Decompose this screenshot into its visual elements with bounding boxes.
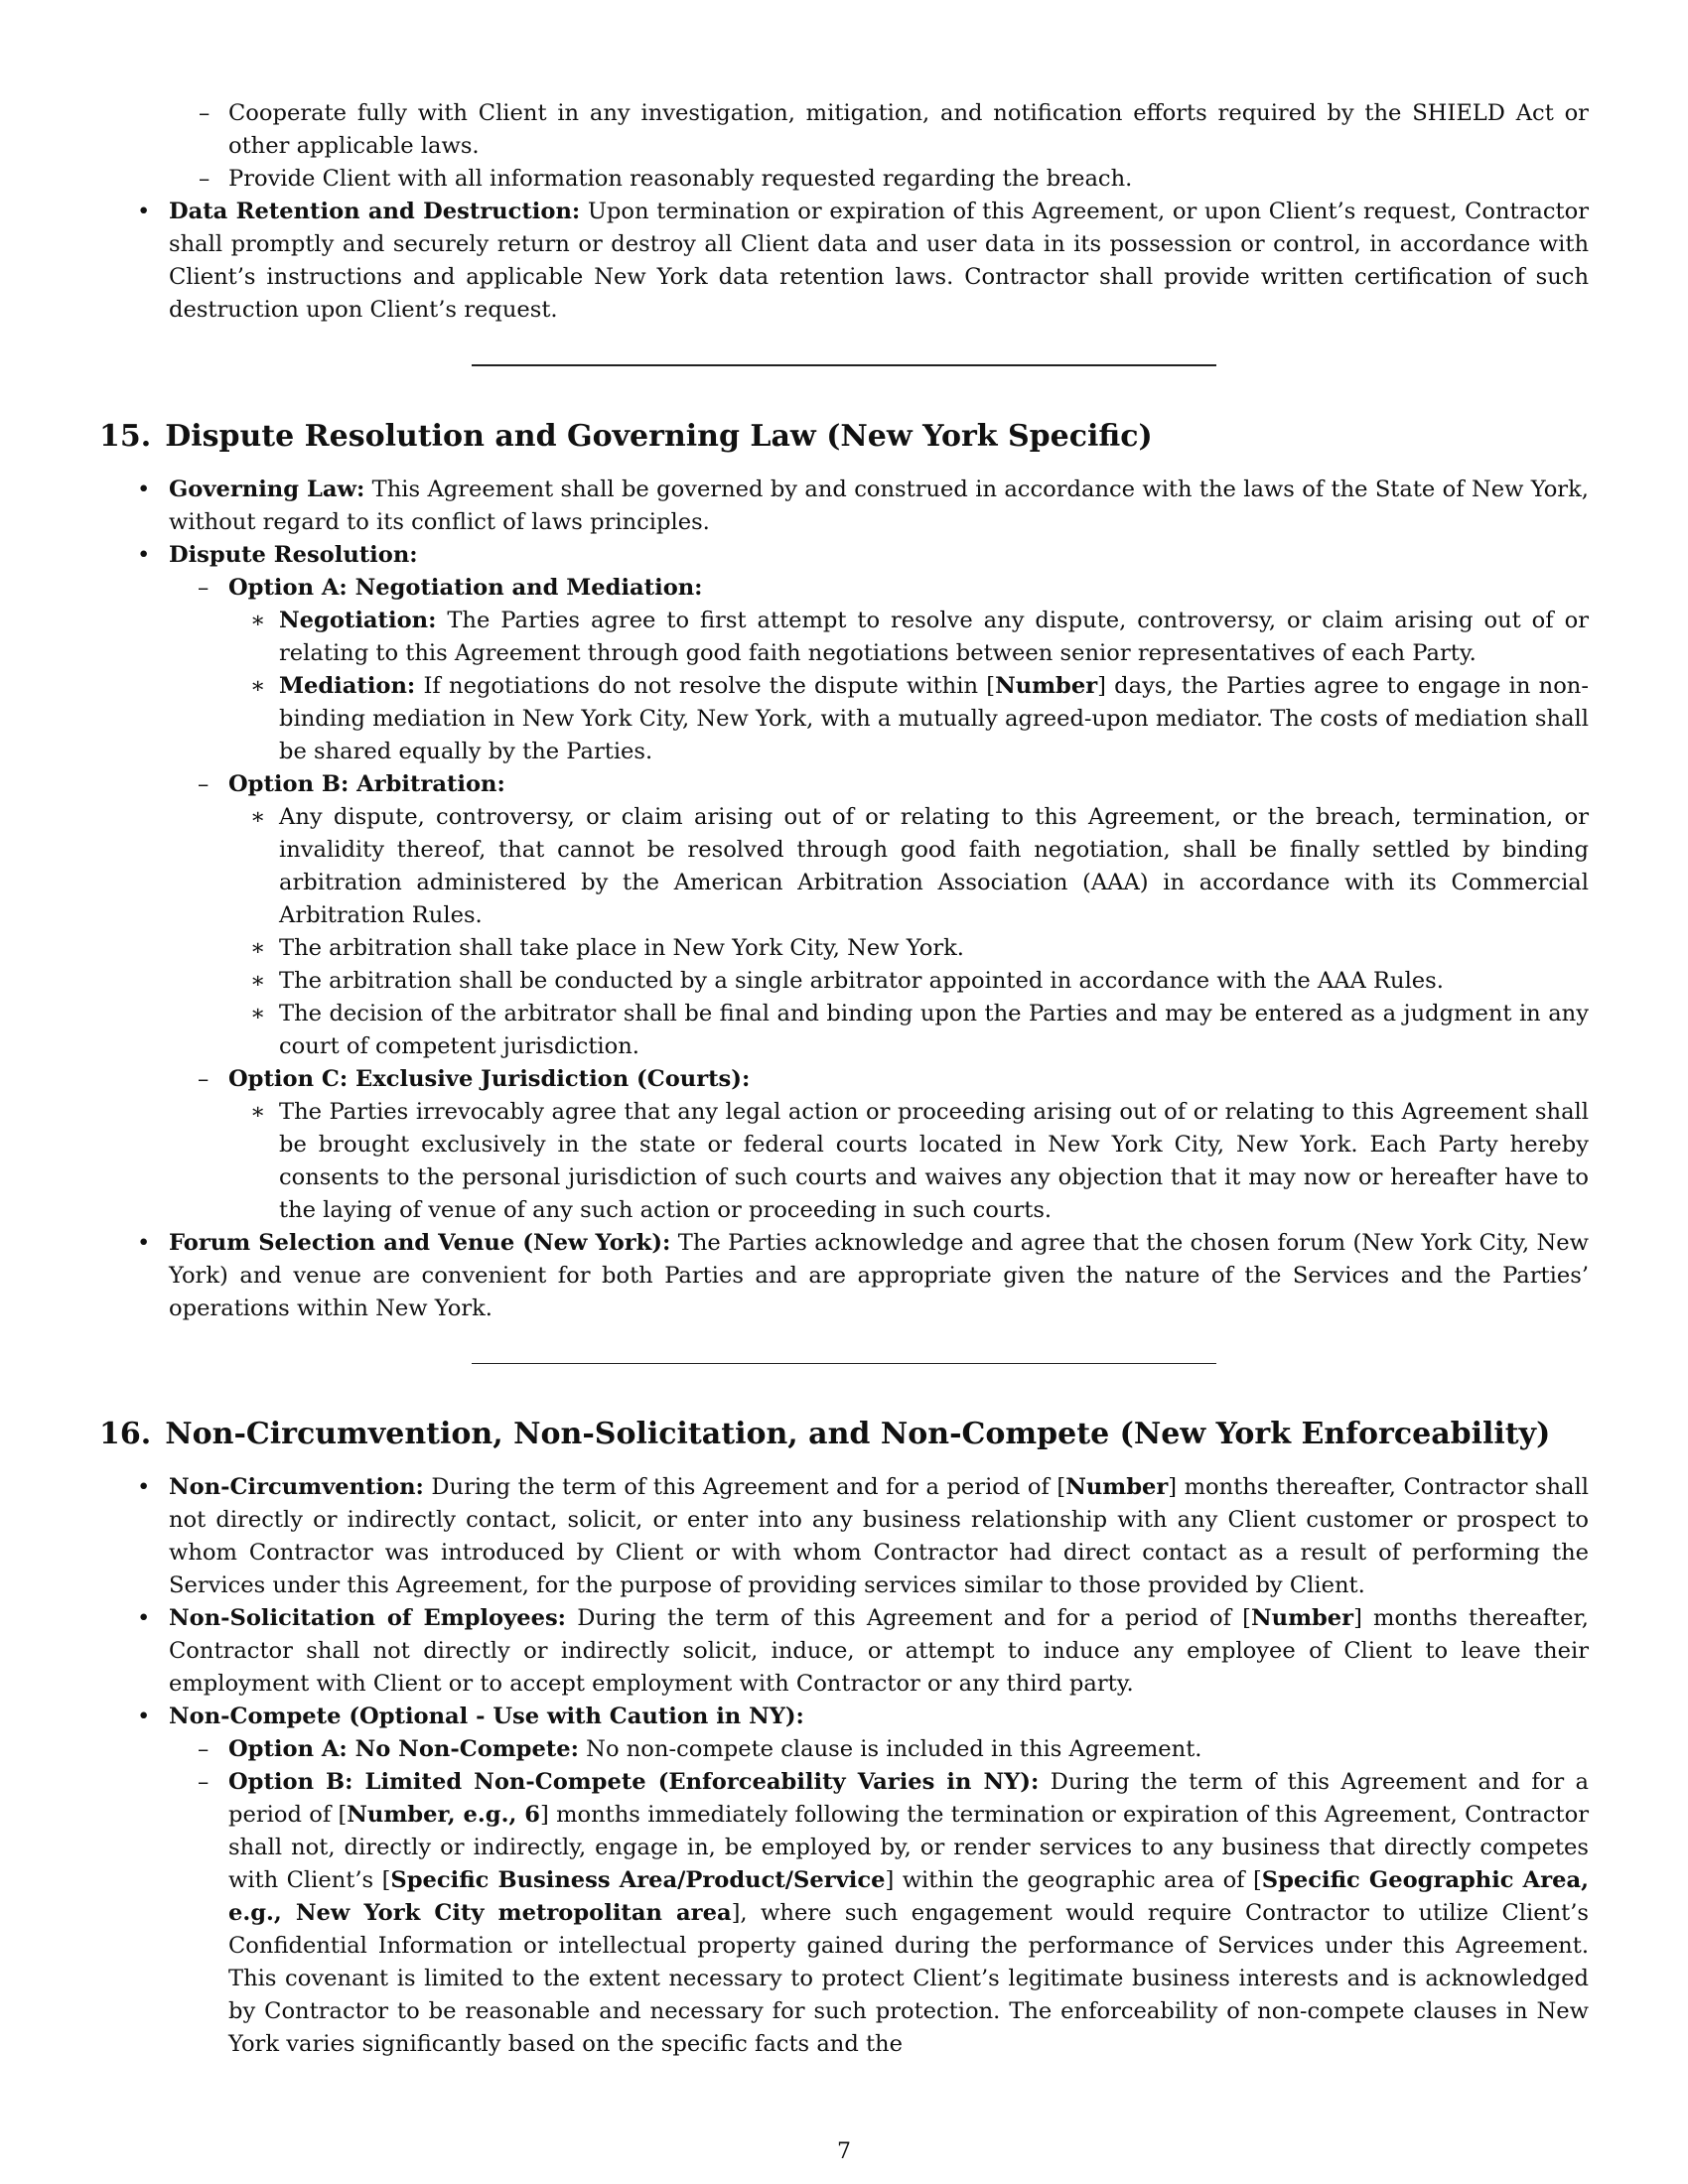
page-number: 7: [837, 2139, 851, 2164]
page-content: [99, 97, 1589, 2061]
list-item: ∗ The arbitration shall take place in New York City, New York.: [169, 932, 1589, 965]
dispute-options: [169, 572, 1589, 1227]
list-item: • Non-Compete (Optional - Use with Caution in NY): – Option A: No Non-Compete: No non-compete clause is included in this Agreement. – Option B: Limited Non-Compete (Enforceability Varies in NY): During the term of this Agreement and for a period of [Number, e.g., 6] months immediately following the termination or expiration of this Agreement, Contractor shall not, directly or indirectly, engage in, be employed by, or render services to any business that directly competes with Client’s [Specific Business Area/Product/Service] within the geographic area of [Specific Geographic Area, e.g., New York City metropolitan area], where such engagement would require Contractor to utilize Client’s Confidential Information or intellectual property gained during the performance of Services under this Agreement. This covenant is limited to the extent necessary to protect Client’s legitimate business interests and is acknowledged by Contractor to be reasonable and necessary for such protection. The enforceability of non-compete clauses in New York varies significantly based on the specific facts and the: [99, 1701, 1589, 2061]
breach-sublist: [99, 97, 1589, 196]
option-a-list: [169, 605, 1589, 768]
non-compete-options: [169, 1733, 1589, 2061]
section-heading: 16. Non-Circumvention, Non-Solicitation, and Non-Compete (New York Enforceability): [99, 1417, 1551, 1451]
list-item: ∗ The decision of the arbitrator shall be final and binding upon the Parties and may be entered as a judgment in any court of competent jurisdiction.: [169, 998, 1589, 1063]
list-item: ∗ The arbitration shall be conducted by a single arbitrator appointed in accordance with the AAA Rules.: [169, 965, 1589, 998]
list-item: – Option A: No Non-Compete: No non-compete clause is included in this Agreement.: [169, 1733, 1589, 1766]
section-15-list: [99, 474, 1589, 1325]
list-item: • Data Retention and Destruction: Upon termination or expiration of this Agreement, or upon Client’s request, Contractor shall promptly and securely return or destroy all Client data and user data in its possession or control, in accordance with Client’s instructions and applicable New York data retention laws. Contractor shall provide written certification of such destruction upon Client’s request.: [99, 196, 1589, 327]
option-b-list: [169, 801, 1589, 1063]
list-item: ∗ Any dispute, controversy, or claim arising out of or relating to this Agreement, or the breach, termination, or invalidity thereof, that cannot be resolved through good faith negotiation, shall be finally settled by binding arbitration administered by the American Arbitration Association (AAA) in accordance with its Commercial Arbitration Rules.: [169, 801, 1589, 932]
list-item: – Option C: Exclusive Jurisdiction (Courts): ∗ The Parties irrevocably agree that any legal action or proceeding arising out of or relating to this Agreement shall be brought exclusively in the state or federal courts located in New York City, New York. Each Party hereby consents to the personal jurisdiction of such courts and waives any objection that it may now or hereafter have to the laying of venue of any such action or proceeding in such courts.: [169, 1063, 1589, 1227]
list-item: – Option B: Limited Non-Compete (Enforceability Varies in NY): During the term of this Agreement and for a period of [Number, e.g., 6] months immediately following the termination or expiration of this Agreement, Contractor shall not, directly or indirectly, engage in, be employed by, or render services to any business that directly competes with Client’s [Specific Business Area/Product/Service] within the geographic area of [Specific Geographic Area, e.g., New York City metropolitan area], where such engagement would require Contractor to utilize Client’s Confidential Information or intellectual property gained during the performance of Services under this Agreement. This covenant is limited to the extent necessary to protect Client’s legitimate business interests and is acknowledged by Contractor to be reasonable and necessary for such protection. The enforceability of non-compete clauses in New York varies significantly based on the specific facts and the: [169, 1766, 1589, 2061]
list-item: – Option A: Negotiation and Mediation: ∗ Negotiation: The Parties agree to first attempt to resolve any dispute, controversy, or claim arising out of or relating to this Agreement through good faith negotiations between senior representatives of each Party. ∗ Mediation: If negotiations do not resolve the dispute within [Number] days, the Parties agree to engage in non-binding mediation in New York City, New York, with a mutually agreed-upon mediator. The costs of mediation shall be shared equally by the Parties.: [169, 572, 1589, 768]
list-item: • Forum Selection and Venue (New York): The Parties acknowledge and agree that the chosen forum (New York City, New York) and venue are convenient for both Parties and are appropriate given the nature of the Services and the Parties’ operations within New York.: [99, 1227, 1589, 1325]
list-item: • Dispute Resolution: – Option A: Negotiation and Mediation: ∗ Negotiation: The Parties agree to first attempt to resolve any dispute, controversy, or claim arising out of or relating to this Agreement through good faith negotiations between senior representatives of each Party. ∗ Mediation: If negotiations do not resolve the dispute within [Number] days, the Parties agree to engage in non-binding mediation in New York City, New York, with a mutually agreed-upon mediator. The costs of mediation shall be shared equally by the Parties. – Option B: Arbitration: ∗ Any dispute, controversy, or claim arising out of or relating to this Agreement, or the breach, termination, or invalidity thereof, that cannot be resolved through good faith negotiation, shall be finally settled by binding arbitration administered by the American Arbitration Association (AAA) in accordance with its Commercial Arbitration Rules. ∗ The arbitration shall take place in New York City, New York. ∗ The arbitration shall be conducted by a single arbitrator appointed in accordance with the AAA Rules. ∗ The decision of the arbitrator shall be final and binding upon the Parties and may be entered as a judgment in any court of competent jurisdiction. – Option C: Exclusive Jurisdiction (Courts): ∗ The Parties irrevocably agree that any legal action or proceeding arising out of or relating to this Agreement shall be brought exclusively in the state or federal courts located in New York City, New York. Each Party hereby consents to the personal jurisdiction of such courts and waives any objection that it may now or hereafter have to the laying of venue of any such action or proceeding in such courts.: [99, 539, 1589, 1227]
list-item: ∗ Negotiation: The Parties agree to first attempt to resolve any dispute, controversy, or claim arising out of or relating to this Agreement through good faith negotiations between senior representatives of each Party.: [169, 605, 1589, 670]
list-item: – Provide Client with all information reasonably requested regarding the breach.: [99, 163, 1589, 196]
section-divider: [472, 1363, 1216, 1364]
list-item: ∗ Mediation: If negotiations do not resolve the dispute within [Number] days, the Parties agree to engage in non-binding mediation in New York City, New York, with a mutually agreed-upon mediator. The costs of mediation shall be shared equally by the Parties.: [169, 670, 1589, 768]
list-item: • Governing Law: This Agreement shall be governed by and construed in accordance with the laws of the State of New York, without regard to its conflict of laws principles.: [99, 474, 1589, 539]
list-item: – Cooperate fully with Client in any investigation, mitigation, and notification efforts required by the SHIELD Act or other applicable laws.: [99, 97, 1589, 163]
list-item: • Non-Solicitation of Employees: During the term of this Agreement and for a period of [Number] months thereafter, Contractor shall not directly or indirectly solicit, induce, or attempt to induce any employee of Client to leave their employment with Client or to accept employment with Contractor or any third party.: [99, 1602, 1589, 1701]
list-item: ∗ The Parties irrevocably agree that any legal action or proceeding arising out of or relating to this Agreement shall be brought exclusively in the state or federal courts located in New York City, New York. Each Party hereby consents to the personal jurisdiction of such courts and waives any objection that it may now or hereafter have to the laying of venue of any such action or proceeding in such courts.: [169, 1096, 1589, 1227]
section-16-list: [99, 1471, 1589, 2061]
list-item: – Option B: Arbitration: ∗ Any dispute, controversy, or claim arising out of or relating to this Agreement, or the breach, termination, or invalidity thereof, that cannot be resolved through good faith negotiation, shall be finally settled by binding arbitration administered by the American Arbitration Association (AAA) in accordance with its Commercial Arbitration Rules. ∗ The arbitration shall take place in New York City, New York. ∗ The arbitration shall be conducted by a single arbitrator appointed in accordance with the AAA Rules. ∗ The decision of the arbitrator shall be final and binding upon the Parties and may be entered as a judgment in any court of competent jurisdiction.: [169, 768, 1589, 1063]
list-item: • Non-Circumvention: During the term of this Agreement and for a period of [Number] months thereafter, Contractor shall not directly or indirectly contact, solicit, or enter into any business relationship with any Client customer or prospect to whom Contractor was introduced by Client or with whom Contractor had direct contact as a result of performing the Services under this Agreement, for the purpose of providing services similar to those provided by Client.: [99, 1471, 1589, 1602]
retention-list: [99, 196, 1589, 327]
section-divider: [472, 364, 1216, 366]
section-heading: 15. Dispute Resolution and Governing Law (New York Specific): [99, 419, 1153, 454]
option-c-list: [169, 1096, 1589, 1227]
